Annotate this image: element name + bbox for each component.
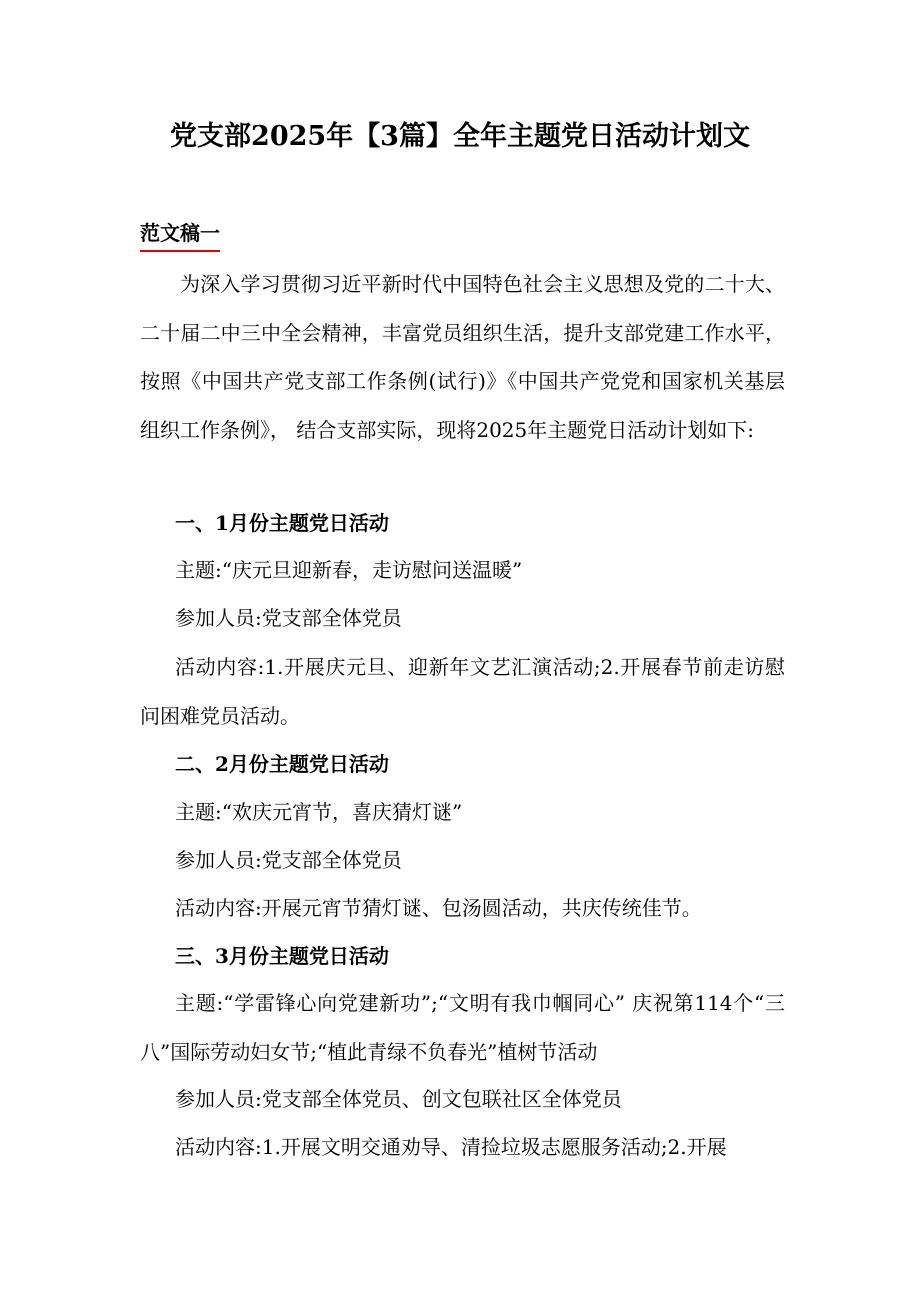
- section-theme-january: 主题:“庆元旦迎新春，走访慰问送温暖”: [175, 558, 523, 582]
- section-participants-january: 参加人员:党支部全体党员: [175, 606, 402, 630]
- section-theme-february: 主题:“欢庆元宵节，喜庆猜灯谜”: [175, 800, 463, 824]
- document-title: 党支部2025年【3篇】全年主题党日活动计划文: [170, 121, 750, 152]
- section-theme-march: 主题:“学雷锋心向党建新功”;“文明有我巾帼同心” 庆祝第114个“三八”国际劳动妇女节;“植此青绿不负春光”植树节活动: [140, 991, 785, 1064]
- section-participants-february: 参加人员:党支部全体党员: [175, 848, 402, 872]
- section-content-march: 活动内容:1.开展文明交通劝导、清捡垃圾志愿服务活动;2.开展: [175, 1135, 727, 1159]
- intro-paragraph: 为深入学习贯彻习近平新时代中国特色社会主义思想及党的二十大、二十届二中三中全会精神，丰富党员组织生活，提升支部党建工作水平，按照《中国共产党支部工作条例(试行)》《中国共产党党和国家机关基层组织工作条例》， 结合支部实际，现将2025年主题党日活动计划如下:: [140, 272, 785, 442]
- section-heading-february: 二、2月份主题党日活动: [175, 752, 389, 776]
- section-heading-january: 一、1月份主题党日活动: [175, 511, 389, 535]
- section-participants-march: 参加人员:党支部全体党员、创文包联社区全体党员: [175, 1087, 622, 1111]
- draft-heading: 范文稿一: [140, 218, 220, 252]
- section-heading-march: 三、3月份主题党日活动: [175, 944, 389, 968]
- section-content-january: 活动内容:1.开展庆元旦、迎新年文艺汇演活动;2.开展春节前走访慰问困难党员活动。: [140, 655, 785, 728]
- section-content-february: 活动内容:开展元宵节猜灯谜、包汤圆活动，共庆传统佳节。: [175, 896, 702, 920]
